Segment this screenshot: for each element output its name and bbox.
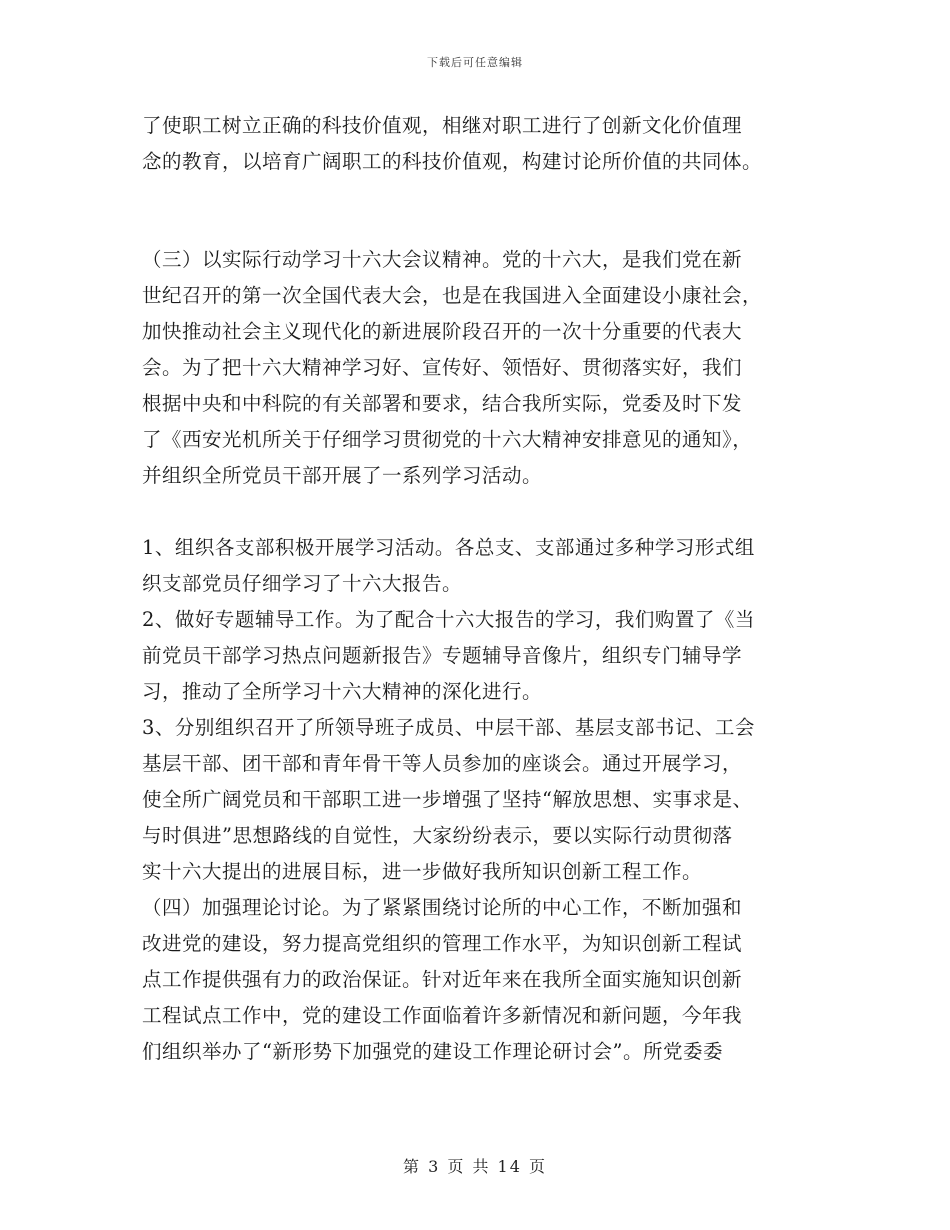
text-line: （四）加强理论讨论。为了紧紧围绕讨论所的中心工作，不断加强和 (142, 896, 743, 919)
page-footer: 第 3 页 共 14 页 (403, 1157, 547, 1176)
paragraph-1 (142, 108, 832, 180)
text-line: 了《西安光机所关于仔细学习贯彻党的十六大精神安排意见的通知》， (142, 428, 753, 451)
text-line: 1、组织各支部积极开展学习活动。各总支、支部通过多种学习形式组 (142, 536, 755, 559)
text-line: 改进党的建设，努力提高党组织的管理工作水平，为知识创新工程试 (142, 932, 743, 955)
document-body (142, 108, 832, 1070)
text-line: 基层干部、团干部和青年骨干等人员参加的座谈会。通过开展学习， (142, 752, 743, 775)
text-line: 念的教育，以培育广阔职工的科技价值观，构建讨论所价值的共同体。 (142, 150, 763, 173)
text-line: 与时俱进”思想路线的自觉性，大家纷纷表示，要以实际行动贯彻落 (142, 824, 733, 847)
text-line: 加快推动社会主义现代化的新进展阶段召开的一次十分重要的代表大 (142, 320, 743, 343)
text-line: 实十六大提出的进展目标，进一步做好我所知识创新工程工作。 (142, 860, 703, 883)
text-line: 们组织举办了“新形势下加强党的建设工作理论研讨会”。所党委委 (142, 1040, 723, 1063)
text-line: 前党员干部学习热点问题新报告》专题辅导音像片，组织专门辅导学 (142, 644, 743, 667)
text-line: 习，推动了全所学习十六大精神的深化进行。 (142, 680, 543, 703)
text-line: 3、分别组织召开了所领导班子成员、中层干部、基层支部书记、工会 (142, 716, 755, 739)
text-line: 使全所广阔党员和干部职工进一步增强了坚持“解放思想、实事求是、 (142, 788, 753, 811)
text-line: 并组织全所党员干部开展了一系列学习活动。 (142, 464, 543, 487)
text-line: 世纪召开的第一次全国代表大会，也是在我国进入全面建设小康社会， (142, 284, 763, 307)
text-line: 根据中央和中科院的有关部署和要求，结合我所实际，党委及时下发 (142, 392, 743, 415)
text-line: （三）以实际行动学习十六大会议精神。党的十六大，是我们党在新 (142, 248, 743, 271)
text-line: 工程试点工作中，党的建设工作面临着许多新情况和新问题，今年我 (142, 1004, 743, 1027)
paragraph-2 (142, 242, 832, 494)
text-line: 2、做好专题辅导工作。为了配合十六大报告的学习，我们购置了《当 (142, 608, 755, 631)
paragraph-3 (142, 530, 832, 1070)
text-line: 了使职工树立正确的科技价值观，相继对职工进行了创新文化价值理 (142, 114, 743, 137)
page-header: 下载后可任意编辑 (427, 56, 523, 69)
text-line: 织支部党员仔细学习了十六大报告。 (142, 572, 463, 595)
text-line: 点工作提供强有力的政治保证。针对近年来在我所全面实施知识创新 (142, 968, 743, 991)
text-line: 会。为了把十六大精神学习好、宣传好、领悟好、贯彻落实好，我们 (142, 356, 743, 379)
